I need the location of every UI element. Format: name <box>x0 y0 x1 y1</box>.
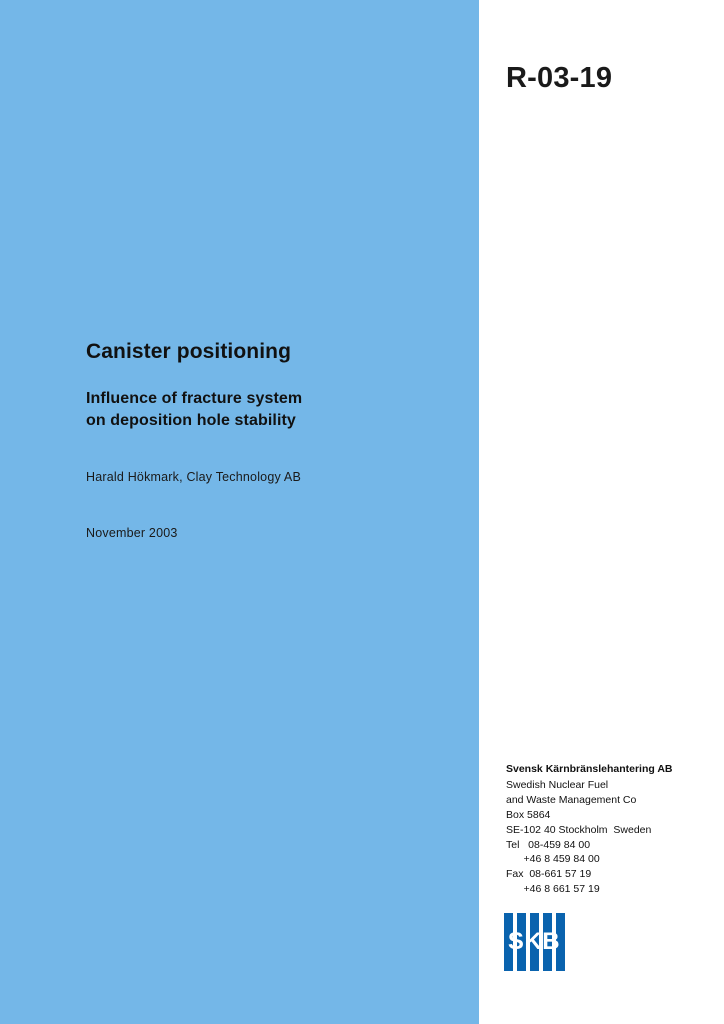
page-title: Canister positioning <box>86 340 292 363</box>
publisher-fax: Fax 08-661 57 19 <box>506 868 592 881</box>
skb-logo-text: SKB <box>507 928 561 955</box>
page-subtitle: Influence of fracture system on deposition hole stability <box>86 390 303 429</box>
publisher-phone-intl: +46 8 459 84 00 <box>506 853 600 866</box>
publisher-line: Swedish Nuclear Fuel <box>506 778 609 791</box>
skb-logo <box>504 913 564 971</box>
publisher-name: Svensk Kärnbränslehantering AB <box>506 763 673 775</box>
publication-date: November 2003 <box>86 526 178 540</box>
publisher-line: SE-102 40 Stockholm Sweden <box>506 823 652 836</box>
title-block <box>86 340 456 431</box>
publisher-fax-intl: +46 8 661 57 19 <box>506 883 600 896</box>
report-number: R-03-19 <box>506 62 613 94</box>
author-line: Harald Hökmark, Clay Technology AB <box>86 470 301 484</box>
publisher-line: Box 5864 <box>506 808 551 821</box>
publisher-block <box>506 762 706 897</box>
publisher-phone: Tel 08-459 84 00 <box>506 838 591 851</box>
publisher-line: and Waste Management Co <box>506 793 637 806</box>
